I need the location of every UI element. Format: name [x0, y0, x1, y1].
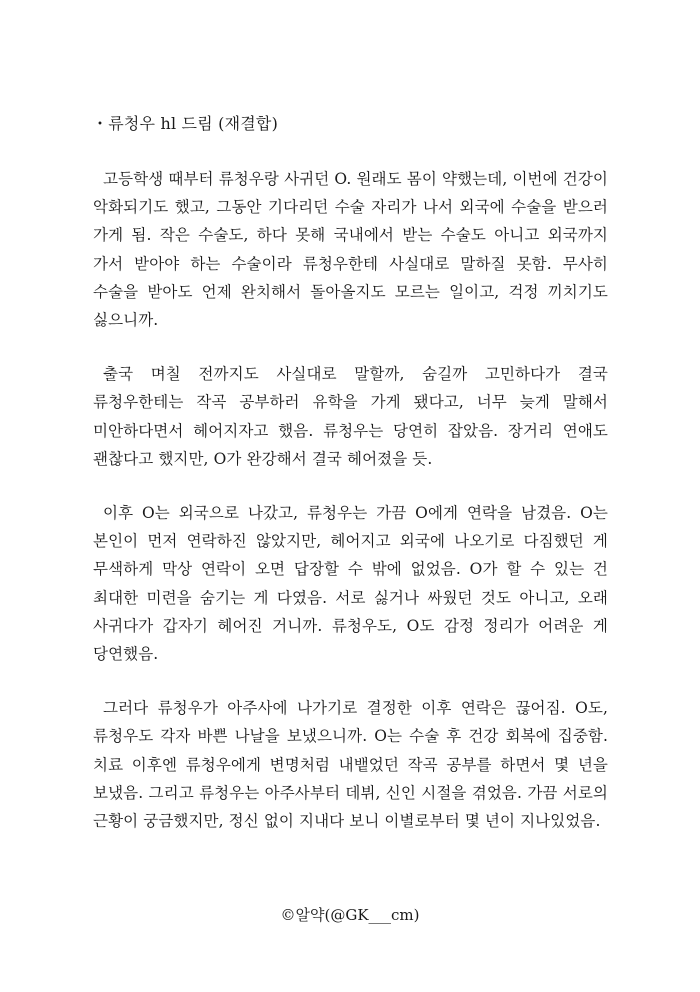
paragraph-1: 고등학생 때부터 류청우랑 사귀던 O. 원래도 몸이 약했는데, 이번에 건강이 악화되기도 했고, 그동안 기다리던 수술 자리가 나서 외국에 수술을 받으러 가게 됨. 작은 수술도, 하다 못해 국내에서 받는 수술도 아니고 외국까지 가서 받아야 하는 수술이라 류청우한테 사실대로 말하질 못함. 무사히 수술을 받아도 언제 완치해서 돌아올지도 모르는 일이고, 걱정 끼치기도 싫으니까.	[93, 170, 608, 330]
paragraph-4: 그러다 류청우가 아주사에 나가기로 결정한 이후 연락은 끊어짐. O도, 류청우도 각자 바쁜 나날을 보냈으니까. O는 수술 후 건강 회복에 집중함. 치료 이후엔 류청우에게 변명처럼 내뱉었던 작곡 공부를 하면서 몇 년을 보냈음. 그리고 류청우는 아주사부터 데뷔, 신인 시절을 겪었음. 가끔 서로의 근황이 궁금했지만, 정신 없이 지내다 보니 이별로부터 몇 년이 지나있었음.	[93, 699, 608, 831]
document-body	[93, 165, 608, 861]
copyright-footer: ©알약(@GK___cm)	[280, 906, 420, 924]
paragraph-2: 출국 며칠 전까지도 사실대로 말할까, 숨길까 고민하다가 결국 류청우한테는 작곡 공부하러 유학을 가게 됐다고, 너무 늦게 말해서 미안하다면서 헤어지자고 했음. 류청우는 당연히 잡았음. 장거리 연애도 괜찮다고 했지만, O가 완강해서 결국 헤어졌을 듯.	[93, 365, 608, 468]
paragraph-3: 이후 O는 외국으로 나갔고, 류청우는 가끔 O에게 연락을 남겼음. O는 본인이 먼저 연락하진 않았지만, 헤어지고 외국에 나오기로 다짐했던 게 무색하게 막상 연락이 오면 답장할 수 밖에 없었음. O가 할 수 있는 건 최대한 미련을 숨기는 게 다였음. 서로 싫거나 싸웠던 것도 아니고, 오래 사귀다가 갑자기 헤어진 거니까. 류청우도, O도 감정 정리가 어려운 게 당연했음.	[93, 504, 608, 664]
document-title: ・류청우 hl 드림 (재결합)	[92, 114, 279, 133]
